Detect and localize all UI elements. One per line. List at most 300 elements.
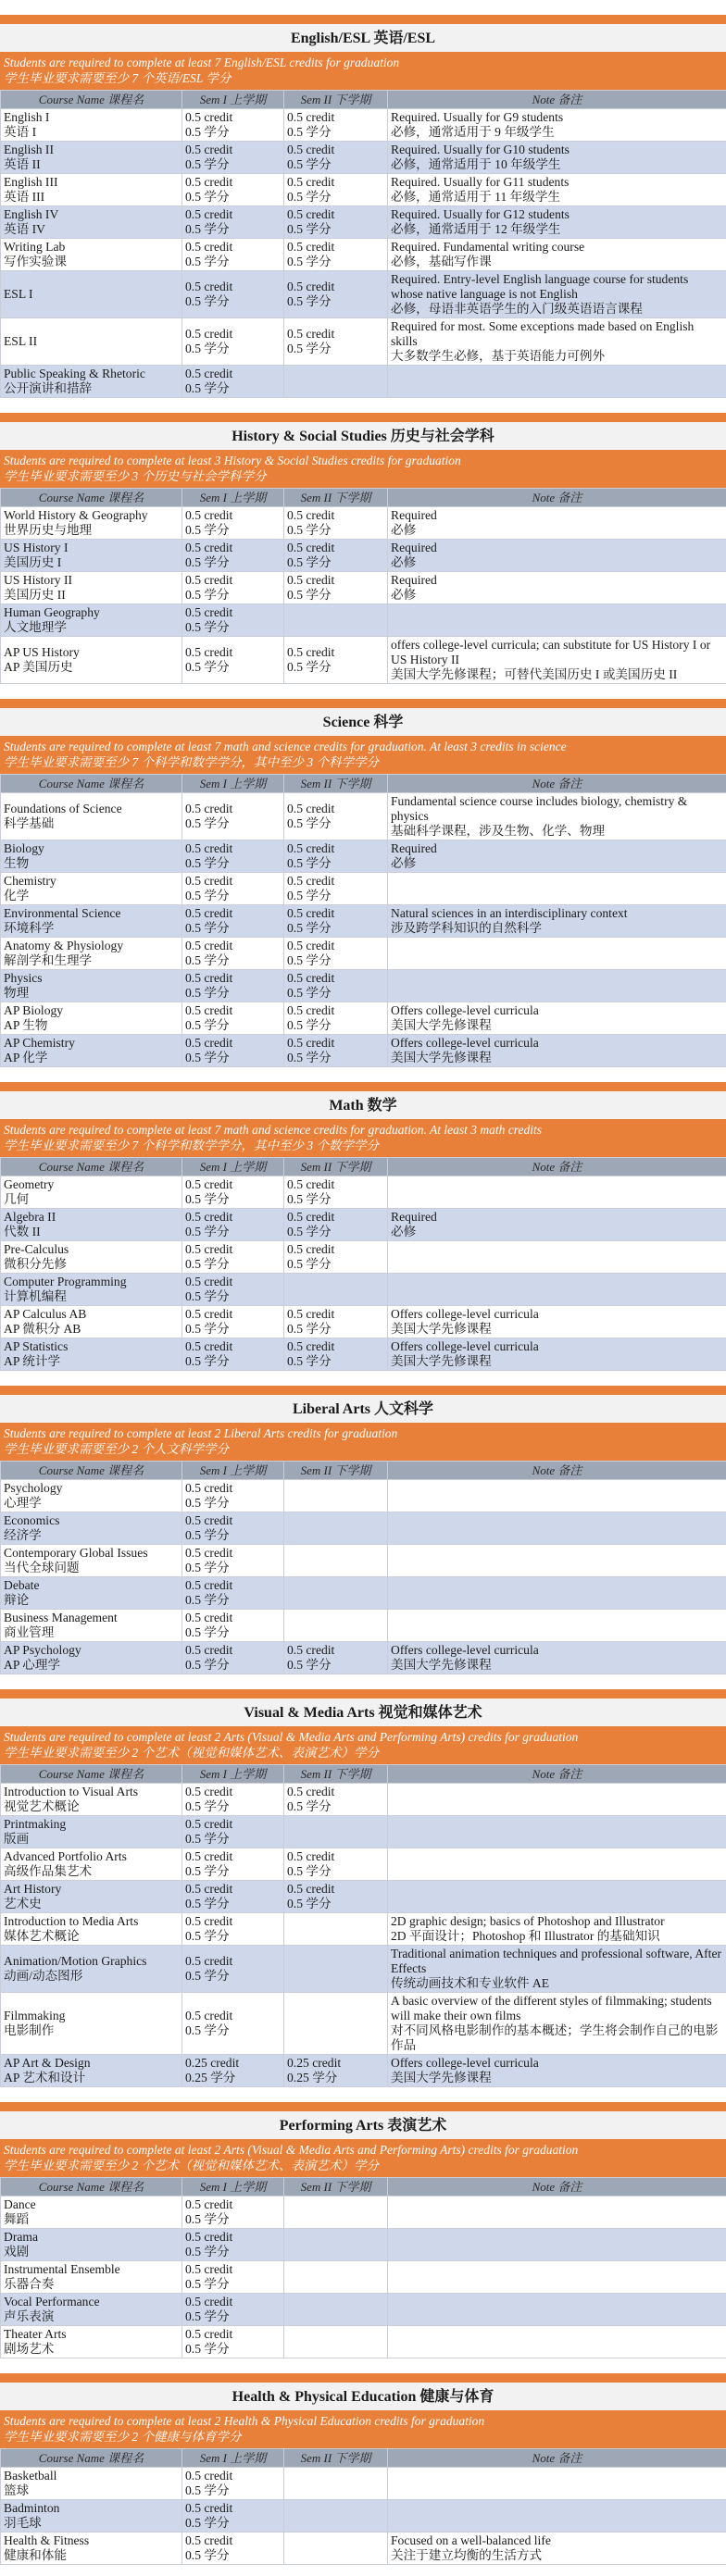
course-row: [1, 1642, 726, 1674]
course-name-zh: 舞蹈: [4, 2212, 30, 2226]
sem1-credit-en: 0.5 credit: [185, 2295, 233, 2308]
sem2-credit-cell: [284, 1913, 388, 1946]
sem1-credit-cell: [182, 109, 284, 142]
requirement-en: Students are required to complete at least 2 Health & Physical Education credits for graduation: [4, 2414, 485, 2428]
sem2-credit-cell: [284, 1338, 388, 1371]
sem2-credit-en: 0.5 credit: [287, 1307, 335, 1321]
course-name-zh: 剧场艺术: [4, 2342, 55, 2356]
sem1-credit-en: 0.5 credit: [185, 240, 233, 254]
sem2-credit-zh: 0.5 学分: [287, 856, 332, 870]
note-cell: [388, 1545, 726, 1577]
note-cell: [388, 109, 726, 142]
sem1-credit-en: 0.5 credit: [185, 1643, 233, 1657]
requirement-en: Students are required to complete at least 2 Arts (Visual & Media Arts and Performing Arts) credits for graduation: [4, 1730, 579, 1744]
sem1-credit-zh: 0.5 学分: [185, 342, 230, 355]
sem2-credit-en: 0.5 credit: [287, 1177, 335, 1191]
sem1-credit-cell: [182, 1816, 284, 1848]
note-cell: [388, 540, 726, 572]
note-cell: [388, 1784, 726, 1816]
section-spacer: [0, 1674, 726, 1689]
course-row: [1, 142, 726, 174]
course-row: [1, 206, 726, 239]
note-cell: [388, 366, 726, 398]
course-name-cell: [1, 1035, 182, 1067]
sem2-credit-zh: 0.5 学分: [287, 125, 332, 139]
sem1-credit-zh: 0.5 学分: [185, 1593, 230, 1607]
note-zh: 2D 平面设计；Photoshop 和 Illustrator 的基础知识: [391, 1929, 660, 1943]
course-name-en: Biology: [4, 841, 44, 855]
course-name-cell: [1, 572, 182, 604]
sem2-credit-cell: [284, 1480, 388, 1512]
sem2-credit-cell: [284, 572, 388, 604]
sem1-credit-zh: 0.5 学分: [185, 2309, 230, 2323]
note-en: Traditional animation techniques and professional software, After Effects: [391, 1947, 722, 1975]
col-header-sem2: Sem II 下学期: [284, 1158, 388, 1176]
course-row: [1, 1002, 726, 1035]
course-name-en: Theater Arts: [4, 2327, 67, 2341]
course-rows: [1, 109, 726, 398]
course-name-zh: AP 美国历史: [4, 660, 73, 674]
note-zh: 必修: [391, 523, 417, 537]
course-name-cell: [1, 1816, 182, 1848]
sem2-credit-en: 0.5 credit: [287, 1036, 335, 1050]
sem2-credit-zh: 0.5 学分: [287, 523, 332, 537]
course-row: [1, 970, 726, 1002]
sem1-credit-cell: [182, 793, 284, 840]
sem1-credit-en: 0.5 credit: [185, 2262, 233, 2276]
col-header-note: Note 备注: [388, 775, 726, 793]
sem1-credit-cell: [182, 174, 284, 206]
sem1-credit-cell: [182, 271, 284, 318]
col-header-sem1: Sem I 上学期: [182, 2178, 284, 2196]
section-title: History & Social Studies 历史与社会学科: [0, 413, 726, 450]
course-name-en: Art History: [4, 1882, 62, 1896]
course-name-cell: [1, 1002, 182, 1035]
sem1-credit-zh: 0.5 学分: [185, 2548, 230, 2562]
course-name-zh: 篮球: [4, 2483, 30, 2497]
col-header-note: Note 备注: [388, 1462, 726, 1480]
sem2-credit-cell: [284, 2532, 388, 2565]
course-name-cell: [1, 2229, 182, 2261]
sem2-credit-en: 0.5 credit: [287, 1849, 335, 1863]
course-name-zh: 戏剧: [4, 2245, 30, 2259]
sem1-credit-en: 0.5 credit: [185, 2009, 233, 2022]
sem1-credit-en: 0.5 credit: [185, 1914, 233, 1928]
course-name-zh: 人文地理学: [4, 620, 67, 634]
col-header-course-name: Course Name 课程名: [1, 775, 182, 793]
sem2-credit-zh: 0.5 学分: [287, 222, 332, 236]
course-name-en: Drama: [4, 2230, 38, 2244]
note-cell: [388, 1881, 726, 1913]
sem1-credit-zh: 0.5 学分: [185, 523, 230, 537]
course-row: [1, 2468, 726, 2500]
sem2-credit-cell: [284, 2055, 388, 2087]
sem1-credit-en: 0.5 credit: [185, 2327, 233, 2341]
table-header-row: [1, 1765, 726, 1784]
course-row: [1, 1610, 726, 1642]
note-cell: [388, 2294, 726, 2326]
course-name-zh: 乐器合奏: [4, 2277, 55, 2291]
course-name-cell: [1, 2261, 182, 2294]
note-zh: 大多数学生必修，基于英语能力可例外: [391, 349, 606, 363]
table-header-row: [1, 1462, 726, 1480]
sem2-credit-zh: 0.5 学分: [287, 1799, 332, 1813]
note-en: Required. Usually for G12 students: [391, 207, 570, 221]
course-name-zh: 代数 II: [4, 1225, 41, 1238]
sem1-credit-zh: 0.5 学分: [185, 620, 230, 634]
sem2-credit-en: 0.5 credit: [287, 240, 335, 254]
sem1-credit-zh: 0.5 学分: [185, 986, 230, 1000]
course-name-en: AP Art & Design: [4, 2056, 91, 2070]
note-cell: [388, 1035, 726, 1067]
sem1-credit-zh: 0.5 学分: [185, 1322, 230, 1336]
sem1-credit-en: 0.5 credit: [185, 1177, 233, 1191]
sem1-credit-en: 0.5 credit: [185, 874, 233, 888]
graduation-requirement: [0, 1726, 726, 1764]
note-zh: 必修，通常适用于 9 年级学生: [391, 125, 555, 139]
sem1-credit-cell: [182, 1338, 284, 1371]
sem2-credit-cell: [284, 1993, 388, 2055]
course-name-zh: 美国历史 II: [4, 588, 66, 602]
course-rows: [1, 507, 726, 684]
note-zh: 美国大学先修课程: [391, 1658, 492, 1672]
sem1-credit-zh: 0.5 学分: [185, 921, 230, 935]
col-header-course-name: Course Name 课程名: [1, 489, 182, 507]
course-name-zh: 心理学: [4, 1496, 42, 1510]
sem2-credit-zh: 0.5 学分: [287, 816, 332, 830]
sem2-credit-cell: [284, 2229, 388, 2261]
course-section: [0, 1674, 726, 2087]
sem1-credit-en: 0.5 credit: [185, 939, 233, 952]
course-rows: [1, 793, 726, 1067]
sem1-credit-zh: 0.5 学分: [185, 2342, 230, 2356]
course-row: [1, 2229, 726, 2261]
requirement-zh: 学生毕业要求需要至少 2 个艺术（视觉和媒体艺术、表演艺术）学分: [4, 2159, 379, 2172]
course-name-cell: [1, 2326, 182, 2358]
sem1-credit-zh: 0.5 学分: [185, 660, 230, 674]
sem1-credit-cell: [182, 1577, 284, 1610]
note-zh: 对不同风格电影制作的基本概述；学生将会制作自己的电影作品: [391, 2023, 719, 2052]
table-header-row: [1, 91, 726, 109]
col-header-sem1: Sem I 上学期: [182, 489, 284, 507]
course-name-zh: 美国历史 I: [4, 555, 62, 569]
note-cell: [388, 1816, 726, 1848]
course-row: [1, 1209, 726, 1241]
requirement-en: Students are required to complete at least 3 History & Social Studies credits for graduation: [4, 454, 461, 467]
course-name-en: AP US History: [4, 645, 80, 659]
sem2-credit-en: 0.5 credit: [287, 939, 335, 952]
course-name-en: Environmental Science: [4, 906, 121, 920]
sem1-credit-cell: [182, 1946, 284, 1993]
course-name-cell: [1, 793, 182, 840]
note-en: Offers college-level curricula: [391, 2056, 539, 2070]
course-table: [0, 774, 726, 1067]
section-title: English/ESL 英语/ESL: [0, 15, 726, 52]
course-section: [0, 2358, 726, 2565]
course-name-zh: 媒体艺术概论: [4, 1929, 80, 1943]
course-name-cell: [1, 366, 182, 398]
course-name-zh: 英语 III: [4, 190, 45, 204]
sem1-credit-cell: [182, 507, 284, 540]
note-zh: 必修: [391, 555, 417, 569]
sem2-credit-zh: 0.5 学分: [287, 555, 332, 569]
sem1-credit-zh: 0.5 学分: [185, 1897, 230, 1910]
sem2-credit-zh: 0.5 学分: [287, 1257, 332, 1271]
note-zh: 美国大学先修课程；可替代美国历史 I 或美国历史 II: [391, 667, 678, 681]
note-zh: 涉及跨学科知识的自然科学: [391, 921, 543, 935]
course-name-en: ESL I: [4, 287, 33, 301]
course-row: [1, 2294, 726, 2326]
col-header-course-name: Course Name 课程名: [1, 91, 182, 109]
course-table: [0, 2177, 726, 2358]
note-en: offers college-level curricula; can substitute for US History I or US History II: [391, 638, 711, 666]
note-en: Required: [391, 541, 437, 554]
sem1-credit-en: 0.5 credit: [185, 1546, 233, 1560]
course-name-cell: [1, 1784, 182, 1816]
sem2-credit-en: 0.5 credit: [287, 1003, 335, 1017]
course-rows: [1, 2196, 726, 2358]
note-cell: [388, 1512, 726, 1545]
course-section: [0, 0, 726, 398]
sem2-credit-en: 0.25 credit: [287, 2056, 342, 2070]
course-name-cell: [1, 1241, 182, 1274]
course-name-cell: [1, 1480, 182, 1512]
sem1-credit-cell: [182, 1848, 284, 1881]
course-name-cell: [1, 970, 182, 1002]
course-name-en: AP Biology: [4, 1003, 64, 1017]
sem2-credit-cell: [284, 1881, 388, 1913]
section-title: Math 数学: [0, 1082, 726, 1119]
sem2-credit-en: 0.5 credit: [287, 906, 335, 920]
course-name-cell: [1, 1946, 182, 1993]
note-zh: 必修，基础写作课: [391, 255, 492, 268]
course-name-zh: 物理: [4, 986, 30, 1000]
note-cell: [388, 1274, 726, 1306]
course-name-en: AP Calculus AB: [4, 1307, 87, 1321]
sem1-credit-cell: [182, 206, 284, 239]
note-cell: [388, 239, 726, 271]
course-name-cell: [1, 2532, 182, 2565]
sem1-credit-cell: [182, 1913, 284, 1946]
sem1-credit-zh: 0.5 学分: [185, 1625, 230, 1639]
sem1-credit-en: 0.5 credit: [185, 143, 233, 156]
sem1-credit-cell: [182, 2229, 284, 2261]
col-header-sem1: Sem I 上学期: [182, 775, 284, 793]
section-spacer: [0, 1067, 726, 1082]
sem1-credit-en: 0.5 credit: [185, 1036, 233, 1050]
course-rows: [1, 1176, 726, 1371]
graduation-requirement: [0, 52, 726, 90]
sem2-credit-en: 0.5 credit: [287, 207, 335, 221]
sem2-credit-zh: 0.25 学分: [287, 2071, 338, 2084]
sem2-credit-cell: [284, 239, 388, 271]
sem2-credit-en: 0.5 credit: [287, 1242, 335, 1256]
course-name-en: English III: [4, 175, 58, 189]
course-name-en: Public Speaking & Rhetoric: [4, 367, 145, 380]
sem1-credit-cell: [182, 2326, 284, 2358]
course-name-en: AP Chemistry: [4, 1036, 75, 1050]
course-row: [1, 318, 726, 366]
sem2-credit-en: 0.5 credit: [287, 280, 335, 293]
course-row: [1, 1913, 726, 1946]
sem1-credit-en: 0.5 credit: [185, 327, 233, 341]
sem2-credit-en: 0.5 credit: [287, 1882, 335, 1896]
sem1-credit-en: 0.5 credit: [185, 573, 233, 587]
sem1-credit-zh: 0.5 学分: [185, 381, 230, 395]
note-cell: [388, 1610, 726, 1642]
sem2-credit-cell: [284, 1274, 388, 1306]
sem1-credit-en: 0.5 credit: [185, 1481, 233, 1495]
sem2-credit-cell: [284, 540, 388, 572]
course-name-zh: 科学基础: [4, 816, 55, 830]
note-zh: 必修: [391, 856, 417, 870]
course-name-cell: [1, 905, 182, 938]
course-name-zh: 高级作品集艺术: [4, 1864, 93, 1878]
sem2-credit-en: 0.5 credit: [287, 508, 335, 522]
note-en: Natural sciences in an interdisciplinary context: [391, 906, 628, 920]
sem2-credit-zh: 0.5 学分: [287, 921, 332, 935]
note-cell: [388, 905, 726, 938]
col-header-sem2: Sem II 下学期: [284, 2178, 388, 2196]
sem1-credit-zh: 0.5 学分: [185, 1289, 230, 1303]
course-row: [1, 109, 726, 142]
sem1-credit-cell: [182, 840, 284, 873]
sem1-credit-cell: [182, 604, 284, 637]
sem1-credit-en: 0.5 credit: [185, 1849, 233, 1863]
sem1-credit-zh: 0.5 学分: [185, 125, 230, 139]
course-name-zh: 艺术史: [4, 1897, 42, 1910]
sem2-credit-cell: [284, 1035, 388, 1067]
sem1-credit-zh: 0.5 学分: [185, 1799, 230, 1813]
course-name-cell: [1, 604, 182, 637]
sem1-credit-cell: [182, 2196, 284, 2229]
course-name-cell: [1, 174, 182, 206]
sem1-credit-en: 0.5 credit: [185, 802, 233, 815]
sem2-credit-en: 0.5 credit: [287, 1339, 335, 1353]
note-cell: [388, 1480, 726, 1512]
sem1-credit-zh: 0.5 学分: [185, 1528, 230, 1542]
course-name-en: English IV: [4, 207, 59, 221]
course-row: [1, 1480, 726, 1512]
course-row: [1, 637, 726, 684]
course-row: [1, 271, 726, 318]
sem1-credit-zh: 0.5 学分: [185, 1018, 230, 1032]
course-name-zh: 当代全球问题: [4, 1561, 80, 1574]
table-header-row: [1, 2449, 726, 2468]
sem2-credit-zh: 0.5 学分: [287, 588, 332, 602]
sem2-credit-cell: [284, 366, 388, 398]
sem2-credit-zh: 0.5 学分: [287, 1864, 332, 1878]
sem1-credit-cell: [182, 1241, 284, 1274]
col-header-sem1: Sem I 上学期: [182, 1765, 284, 1784]
note-en: Required: [391, 841, 437, 855]
course-name-zh: 解剖学和生理学: [4, 953, 93, 967]
course-name-zh: AP 化学: [4, 1051, 48, 1064]
sem2-credit-zh: 0.5 学分: [287, 1051, 332, 1064]
course-name-cell: [1, 271, 182, 318]
course-name-en: Introduction to Media Arts: [4, 1914, 139, 1928]
sem2-credit-cell: [284, 970, 388, 1002]
sem1-credit-cell: [182, 970, 284, 1002]
note-en: Required. Usually for G9 students: [391, 110, 564, 124]
course-name-zh: 环境科学: [4, 921, 55, 935]
col-header-note: Note 备注: [388, 1765, 726, 1784]
sem1-credit-cell: [182, 366, 284, 398]
note-cell: [388, 970, 726, 1002]
course-row: [1, 540, 726, 572]
sem1-credit-zh: 0.5 学分: [185, 294, 230, 308]
note-zh: 美国大学先修课程: [391, 1018, 492, 1032]
note-en: Required. Fundamental writing course: [391, 240, 585, 254]
course-name-cell: [1, 2055, 182, 2087]
sem2-credit-cell: [284, 1642, 388, 1674]
note-zh: 必修，通常适用于 12 年级学生: [391, 222, 561, 236]
course-name-zh: 经济学: [4, 1528, 42, 1542]
course-name-zh: AP 统计学: [4, 1354, 61, 1368]
sem1-credit-zh: 0.5 学分: [185, 1225, 230, 1238]
course-name-en: Human Geography: [4, 605, 100, 619]
note-zh: 美国大学先修课程: [391, 1354, 492, 1368]
course-name-en: English II: [4, 143, 54, 156]
section-title: Liberal Arts 人文科学: [0, 1386, 726, 1423]
course-name-zh: 化学: [4, 889, 30, 902]
sem1-credit-cell: [182, 1993, 284, 2055]
sem2-credit-en: 0.5 credit: [287, 327, 335, 341]
course-name-zh: AP 微积分 AB: [4, 1322, 81, 1336]
sem2-credit-en: 0.5 credit: [287, 1643, 335, 1657]
course-name-en: Computer Programming: [4, 1275, 127, 1288]
note-cell: [388, 2532, 726, 2565]
note-zh: 必修: [391, 1225, 417, 1238]
sem2-credit-zh: 0.5 学分: [287, 1192, 332, 1206]
course-row: [1, 1545, 726, 1577]
course-name-en: AP Psychology: [4, 1643, 81, 1657]
col-header-course-name: Course Name 课程名: [1, 2178, 182, 2196]
col-header-sem2: Sem II 下学期: [284, 91, 388, 109]
course-name-en: World History & Geography: [4, 508, 148, 522]
sem1-credit-zh: 0.5 学分: [185, 2212, 230, 2226]
course-table: [0, 2448, 726, 2565]
sem2-credit-cell: [284, 1512, 388, 1545]
sem2-credit-cell: [284, 2500, 388, 2532]
course-table: [0, 1157, 726, 1371]
sem2-credit-cell: [284, 1610, 388, 1642]
sem2-credit-zh: 0.5 学分: [287, 1322, 332, 1336]
course-row: [1, 2196, 726, 2229]
sem2-credit-zh: 0.5 学分: [287, 1897, 332, 1910]
note-zh: 美国大学先修课程: [391, 2071, 492, 2084]
course-name-cell: [1, 1306, 182, 1338]
note-zh: 美国大学先修课程: [391, 1322, 492, 1336]
col-header-sem2: Sem II 下学期: [284, 1765, 388, 1784]
requirement-zh: 学生毕业要求需要至少 7 个科学和数学学分，其中至少 3 个科学学分: [4, 755, 379, 769]
sem1-credit-zh: 0.5 学分: [185, 588, 230, 602]
course-row: [1, 2326, 726, 2358]
course-row: [1, 1816, 726, 1848]
col-header-note: Note 备注: [388, 91, 726, 109]
note-zh: 必修，通常适用于 10 年级学生: [391, 157, 561, 171]
sem2-credit-zh: 0.5 学分: [287, 889, 332, 902]
col-header-sem1: Sem I 上学期: [182, 1462, 284, 1480]
sem1-credit-en: 0.5 credit: [185, 2230, 233, 2244]
note-cell: [388, 507, 726, 540]
sem1-credit-cell: [182, 142, 284, 174]
course-name-cell: [1, 1881, 182, 1913]
course-row: [1, 1035, 726, 1067]
note-cell: [388, 1913, 726, 1946]
course-name-cell: [1, 1913, 182, 1946]
graduation-requirement: [0, 1119, 726, 1157]
